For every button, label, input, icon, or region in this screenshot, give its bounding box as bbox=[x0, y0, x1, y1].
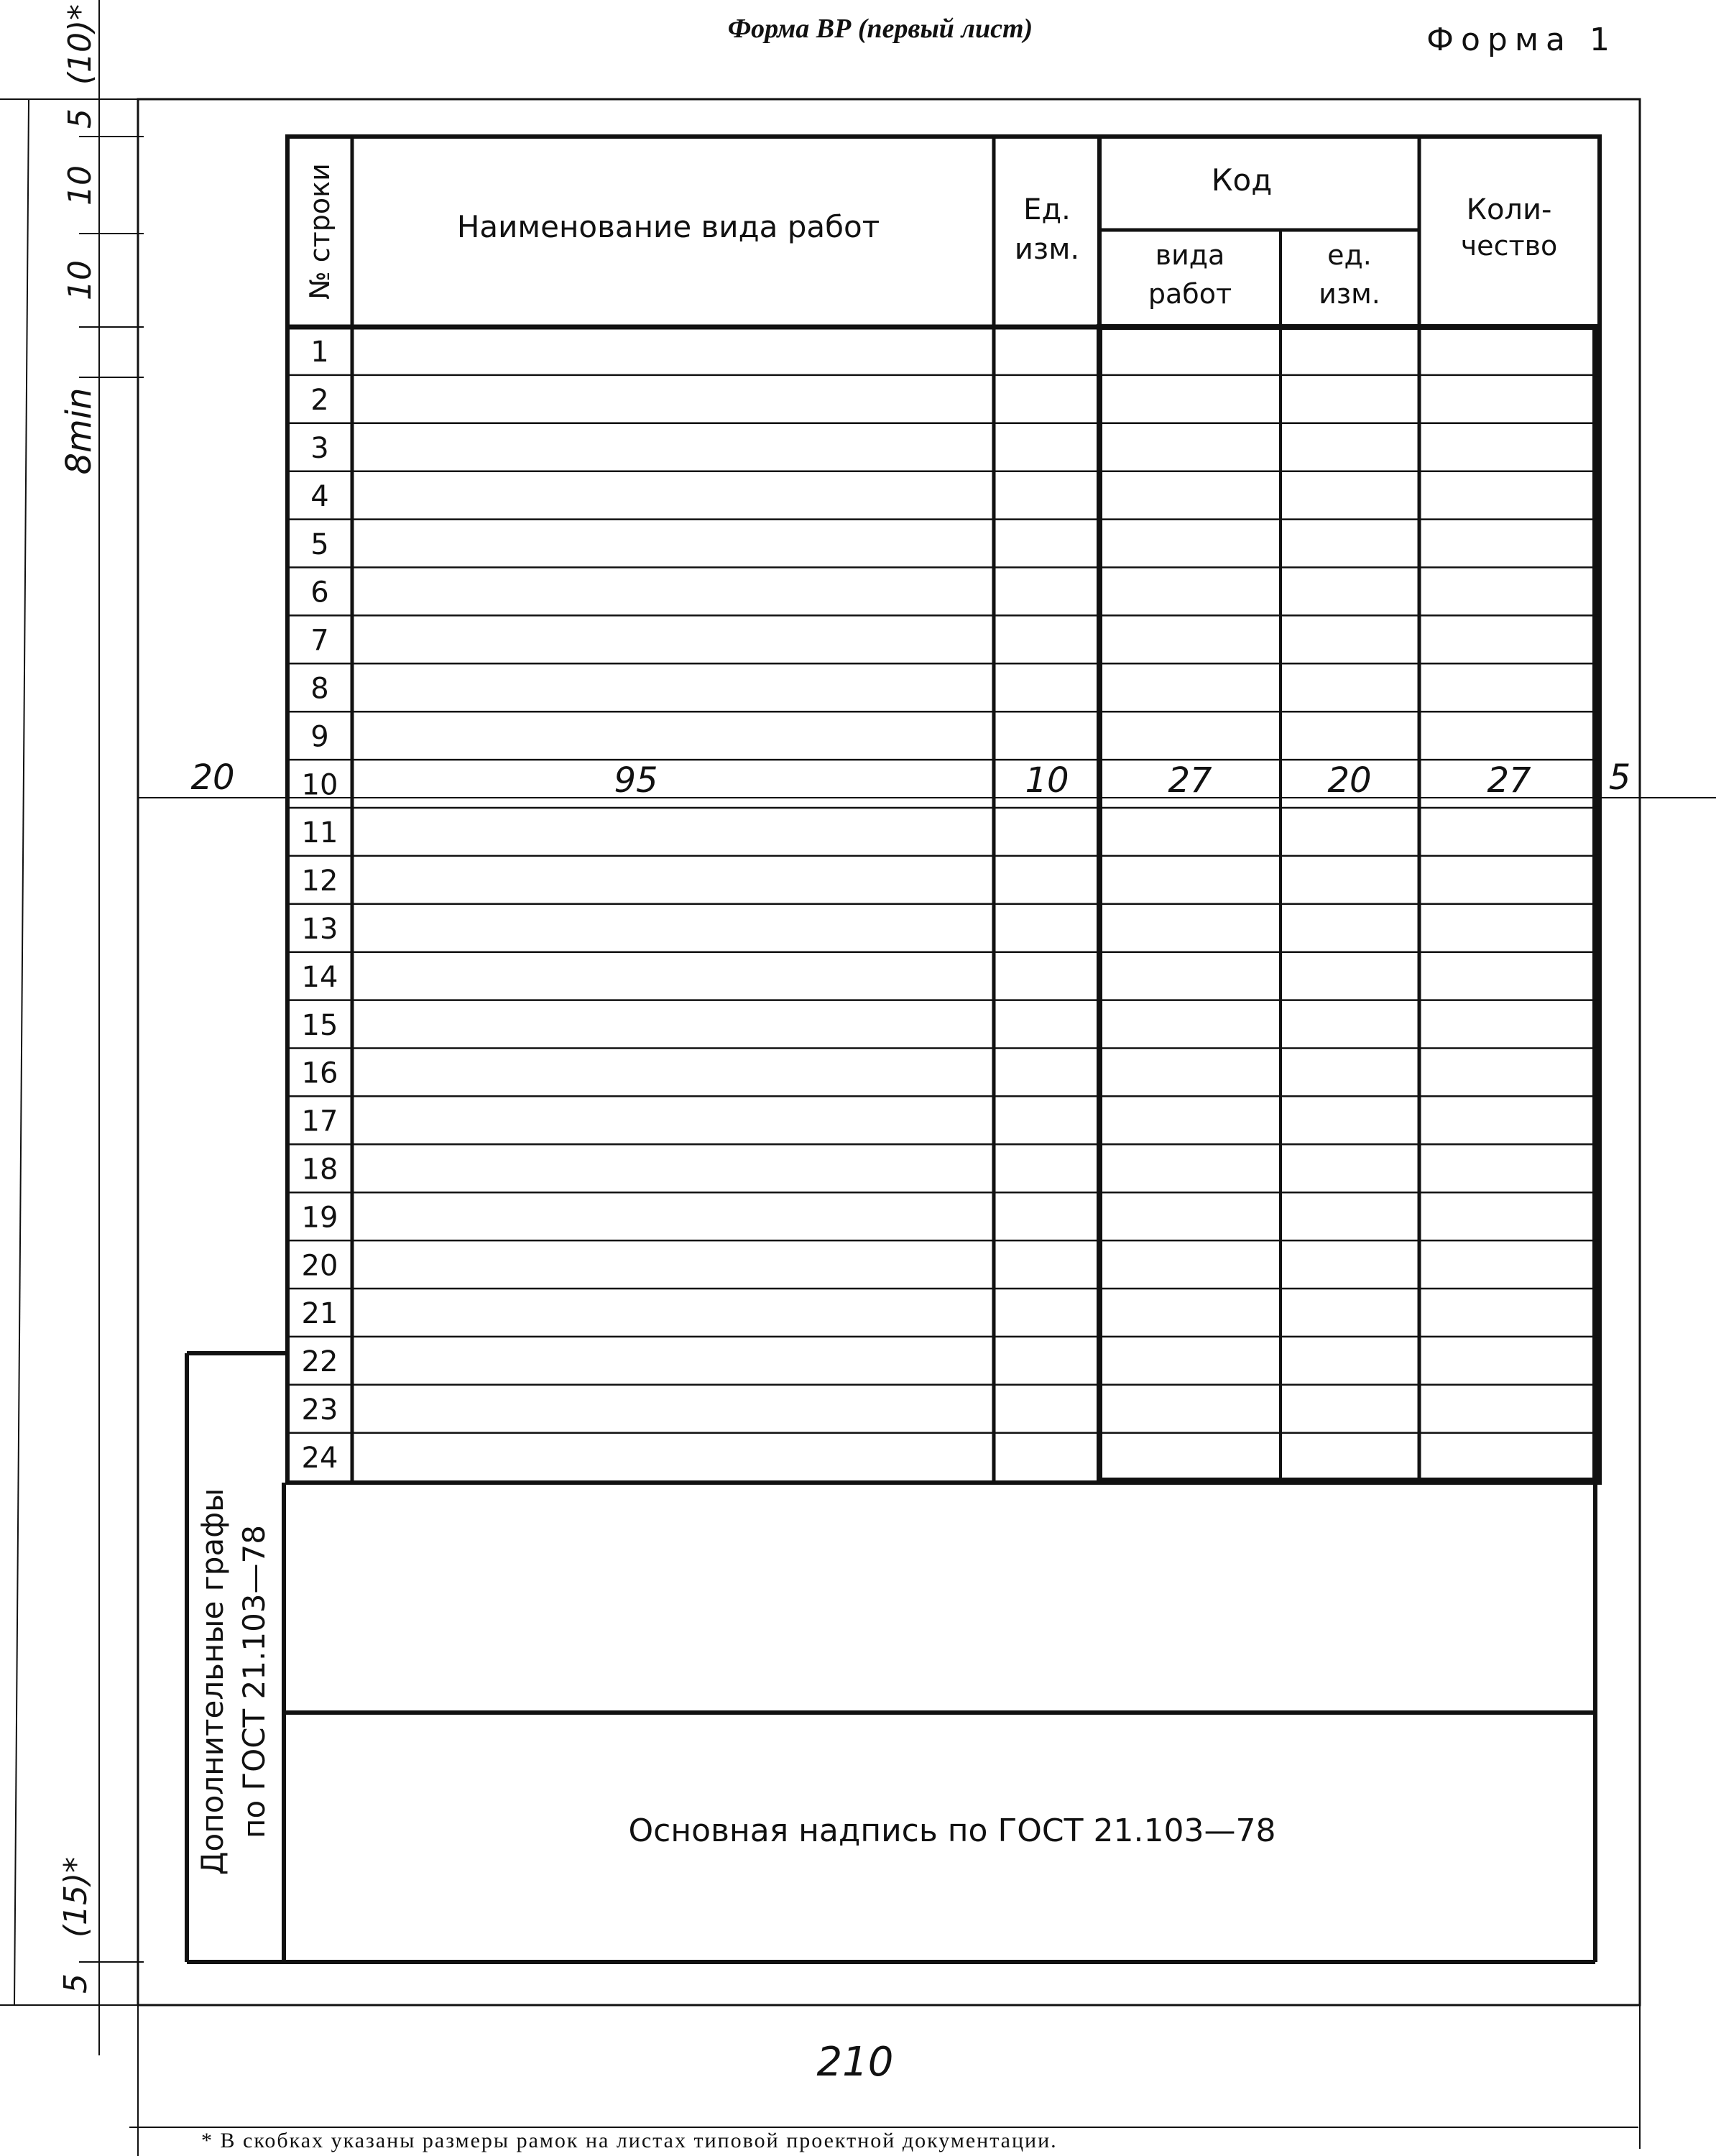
title-block-text: Основная надпись по ГОСТ 21.103—78 bbox=[628, 1812, 1276, 1849]
row-number: 16 bbox=[301, 1056, 338, 1090]
dim-top-frame-alt: (10)* bbox=[62, 4, 98, 86]
header-code-work-line1: вида bbox=[1155, 239, 1225, 271]
header-code-work-line2: работ bbox=[1148, 278, 1232, 310]
dim-row-min: 8min bbox=[59, 387, 99, 475]
row-number: 14 bbox=[301, 960, 338, 994]
dim-col-code-work: 27 bbox=[1168, 760, 1212, 801]
row-number: 18 bbox=[301, 1153, 338, 1187]
row-number: 17 bbox=[301, 1105, 338, 1138]
header-quantity-line2: чество bbox=[1460, 230, 1558, 262]
row-number: 1 bbox=[310, 336, 329, 369]
dim-bottom-frame-alt: (15)* bbox=[57, 1856, 94, 1938]
header-code: Код bbox=[1211, 162, 1273, 198]
row-number: 22 bbox=[301, 1345, 338, 1379]
side-block-line2: по ГОСТ 21.103—78 bbox=[236, 1525, 272, 1838]
row-number: 5 bbox=[310, 528, 329, 561]
header-code-unit-line1: ед. bbox=[1327, 239, 1372, 271]
sheet-frame bbox=[138, 99, 1640, 2005]
row-number: 19 bbox=[301, 1201, 338, 1235]
dim-col-code-unit: 20 bbox=[1327, 760, 1372, 801]
dim-sheet-width: 210 bbox=[816, 2039, 894, 2086]
side-block-line1: Дополнительные графы bbox=[195, 1488, 230, 1876]
header-code-unit-line2: изм. bbox=[1319, 278, 1380, 310]
row-number: 13 bbox=[301, 912, 338, 946]
row-number: 10 bbox=[301, 768, 338, 802]
dim-col-quantity: 27 bbox=[1487, 760, 1531, 801]
row-number: 9 bbox=[310, 720, 329, 754]
row-number: 2 bbox=[310, 384, 329, 418]
row-number: 11 bbox=[301, 816, 338, 850]
table-frame bbox=[287, 137, 1600, 1483]
header-quantity-line1: Коли- bbox=[1466, 193, 1552, 226]
row-number: 7 bbox=[310, 624, 329, 658]
header-unit-line1: Ед. bbox=[1023, 193, 1071, 226]
dim-header-row1: 10 bbox=[62, 165, 98, 206]
form-caption: Форма ВР (первый лист) bbox=[727, 14, 1033, 44]
table-rows bbox=[287, 336, 1600, 1475]
dim-line-left-outer bbox=[14, 99, 29, 2005]
header-unit-line2: изм. bbox=[1014, 233, 1080, 266]
row-number: 6 bbox=[310, 576, 329, 609]
dim-right-margin: 5 bbox=[1608, 757, 1631, 798]
form-label: Форма 1 bbox=[1426, 22, 1617, 58]
row-number: 20 bbox=[301, 1249, 338, 1283]
row-number: 24 bbox=[301, 1441, 338, 1475]
header-work-name: Наименование вида работ bbox=[456, 209, 880, 244]
row-number: 23 bbox=[301, 1393, 338, 1427]
dim-col-unit: 10 bbox=[1025, 760, 1069, 801]
row-number: 4 bbox=[310, 479, 329, 513]
row-number: 3 bbox=[310, 431, 329, 465]
dim-top-frame: 5 bbox=[62, 109, 98, 129]
row-number: 15 bbox=[301, 1008, 338, 1042]
row-number: 21 bbox=[301, 1297, 338, 1331]
dim-header-row2: 10 bbox=[62, 260, 98, 300]
dim-left-margin: 20 bbox=[190, 757, 235, 798]
row-number: 12 bbox=[301, 865, 338, 898]
row-number: 8 bbox=[310, 672, 329, 706]
dim-bottom-frame: 5 bbox=[57, 1973, 94, 1994]
footnote: * В скобках указаны размеры рамок на листах типовой проектной документации. bbox=[201, 2129, 1058, 2152]
dim-col-work: 95 bbox=[614, 760, 658, 801]
header-row-number: № строки bbox=[304, 163, 336, 300]
